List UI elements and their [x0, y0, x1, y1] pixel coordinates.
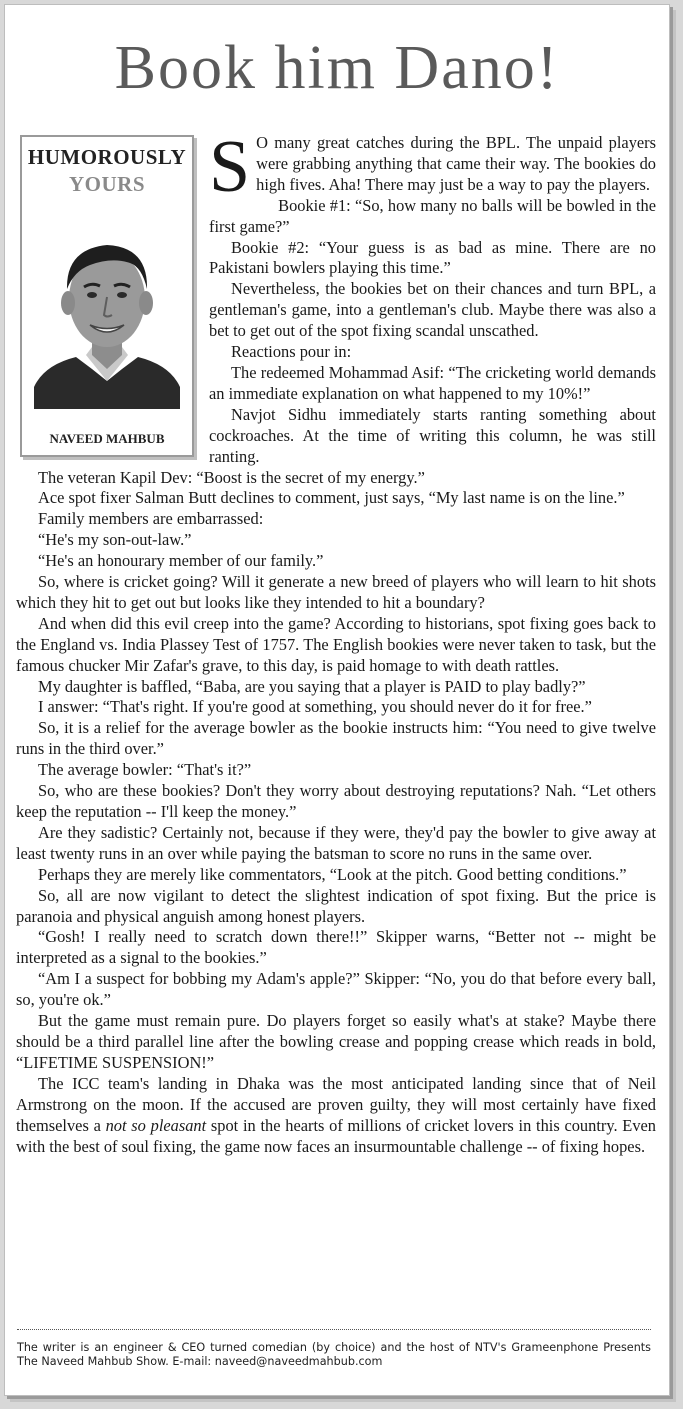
- author-bio: The writer is an engineer & CEO turned comedian (by choice) and the host of NTV's Grameenphone Presents The Naveed Mahbub Show. E-mail: naveed@naveedmahbub.com: [17, 1341, 651, 1368]
- paragraph: “Am I a suspect for bobbing my Adam's apple?” Skipper: “No, you do that before every ball, so, you're ok.”: [16, 969, 656, 1010]
- closing-paragraph: [16, 1074, 656, 1158]
- paragraph: Family members are embarrassed:: [38, 509, 264, 529]
- paragraph: “He's my son-out-law.”: [38, 530, 192, 550]
- drop-cap: S: [209, 126, 251, 208]
- column-box: [20, 135, 194, 457]
- paragraph: The redeemed Mohammad Asif: “The cricketing world demands an immediate explanation on what happened to my 10%!”: [209, 362, 656, 403]
- column-label-yours: YOURS: [68, 172, 145, 196]
- footer-divider: [17, 1329, 651, 1330]
- newspaper-column: [4, 4, 670, 1396]
- paragraph: Ace spot fixer Salman Butt declines to comment, just says, “My last name is on the line.”: [38, 488, 625, 508]
- paragraph: But the game must remain pure. Do players forget so easily what's at stake? Maybe there should be a third parallel line after the bowling crease and popping crease which reads in bold, “LIFETIME SUSPENSION!”: [16, 1011, 656, 1072]
- paragraph: Nevertheless, the bookies bet on their chances and turn BPL, a gentleman's game, into a gentleman's club. Maybe there was also a bet to get out of the spot fixing scandal unscathed.: [209, 279, 656, 341]
- column-label-humorously: HUMOROUSLY: [27, 145, 187, 169]
- closing-text-end: spot in the hearts of millions of cricket lovers in this country. Even with the best of soul fixing, the game now faces an insurmountable challenge -- of fixing hopes.: [16, 1115, 656, 1156]
- paragraph: The veteran Kapil Dev: “Boost is the secret of my energy.”: [38, 467, 425, 487]
- author-name: NAVEED MAHBUB: [49, 431, 165, 446]
- author-photo: [34, 219, 180, 409]
- paragraph: Bookie #2: “Your guess is as bad as mine. There are no Pakistani bowlers playing this time.”: [209, 237, 656, 278]
- paragraph: Navjot Sidhu immediately starts ranting something about cockroaches. At the time of writing this column, he was still ranting.: [209, 404, 656, 466]
- paragraph: So, who are these bookies? Don't they worry about destroying reputations? Nah. “Let others keep the reputation -- I'll keep the money.”: [16, 781, 656, 821]
- closing-text-italic: not so pleasant: [105, 1115, 207, 1135]
- closing-text-start: The ICC team's landing in Dhaka was the most anticipated landing since that of Neil Armstrong on the moon. If the accused are proven guilty, they will most certainly have fixed themselves a: [16, 1073, 656, 1135]
- paragraph: Are they sadistic? Certainly not, because if they were, they'd pay the bowler to give away at least twenty runs in an over while paying the batsman to score no runs in the same over.: [16, 822, 656, 863]
- paragraph: So, all are now vigilant to detect the slightest indication of spot fixing. But the price is paranoia and physical anguish among honest players.: [16, 885, 656, 926]
- paragraph: I answer: “That's right. If you're good at something, you should never do it for free.”: [38, 697, 592, 717]
- paragraph: Bookie #1: “So, how many no balls will be bowled in the first game?”: [209, 195, 656, 236]
- paragraph: The average bowler: “That's it?”: [38, 760, 252, 780]
- paragraph: “Gosh! I really need to scratch down there!!” Skipper warns, “Better not -- might be interpreted as a signal to the bookies.”: [16, 927, 656, 968]
- paragraph: And when did this evil creep into the game? According to historians, spot fixing goes back to the England vs. India Plassey Test of 1757. The English bookies were never taken to task, but the famous chucker Mir Zafar's grave, to this day, is paid homage to with death rattles.: [16, 613, 656, 675]
- paragraph: My daughter is baffled, “Baba, are you saying that a player is PAID to play badly?”: [38, 676, 586, 696]
- paragraph: Reactions pour in:: [231, 342, 352, 362]
- paragraph: Perhaps they are merely like commentators, “Look at the pitch. Good betting conditions.”: [38, 864, 627, 884]
- paragraph: O many great catches during the BPL. The unpaid players were grabbing anything that came their way. The bookies do high fives. Aha! There may just be a way to pay the players.: [256, 133, 656, 194]
- paragraph: “He's an honourary member of our family.”: [38, 551, 324, 571]
- paragraph: So, where is cricket going? Will it generate a new breed of players who will learn to hit shots which they hit to get out but looks like they intended to hit a boundary?: [16, 572, 656, 612]
- column-box-wrapper: [16, 133, 201, 461]
- article-body: [16, 126, 656, 1157]
- headline: Book him Dano!: [114, 34, 560, 102]
- paragraph: So, it is a relief for the average bowler as the bookie instructs him: “You need to give twelve runs in the third over.”: [16, 718, 656, 759]
